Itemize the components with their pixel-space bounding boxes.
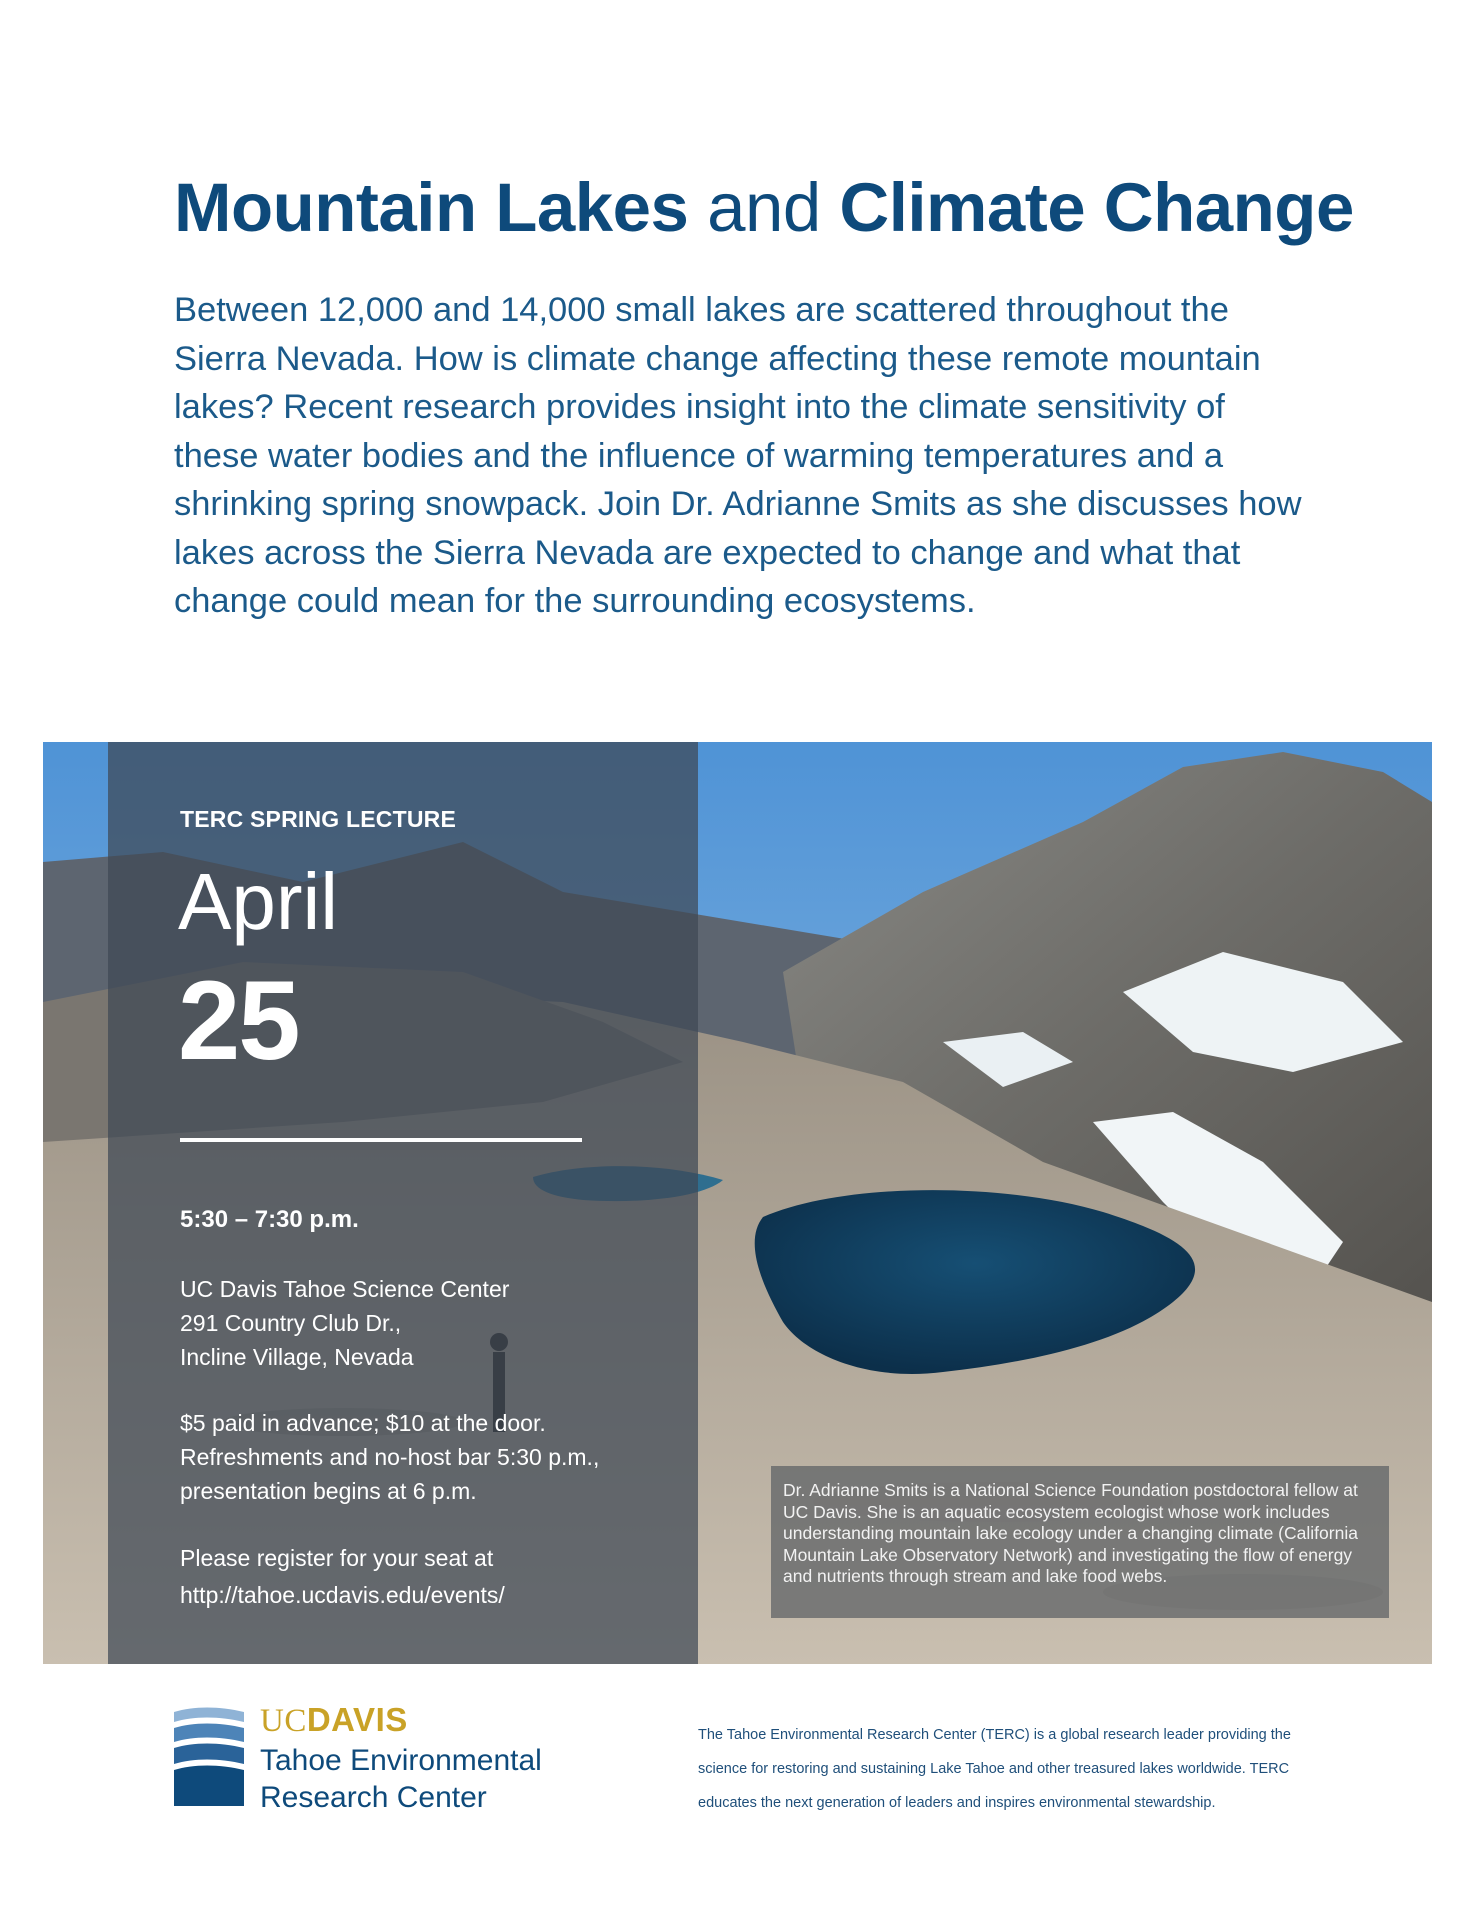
- about-line: educates the next generation of leaders and inspires environmental stewardship.: [698, 1795, 1216, 1811]
- event-details-panel: [108, 742, 698, 1664]
- event-register: [180, 1540, 505, 1614]
- uc-text: UC: [260, 1703, 307, 1739]
- org-name-line: Tahoe Environmental: [260, 1744, 542, 1777]
- title-part-1: Mountain Lakes: [174, 169, 689, 246]
- divider: [180, 1138, 582, 1142]
- address-line: UC Davis Tahoe Science Center: [180, 1276, 510, 1302]
- event-address: [180, 1272, 509, 1374]
- about-terc: [698, 1718, 1418, 1820]
- davis-text: DAVIS: [306, 1701, 408, 1738]
- event-cost: [180, 1406, 599, 1508]
- org-name: [260, 1742, 542, 1816]
- event-time: 5:30 – 7:30 p.m.: [180, 1206, 359, 1233]
- event-series-label: TERC SPRING LECTURE: [180, 806, 456, 832]
- terc-waves-logo-icon: [174, 1706, 244, 1806]
- about-line: The Tahoe Environmental Research Center (TERC) is a global research leader providing the: [698, 1727, 1291, 1743]
- page-title: [174, 168, 1374, 248]
- event-banner: [43, 742, 1432, 1664]
- event-month: April: [178, 857, 339, 946]
- address-line: 291 Country Club Dr.,: [180, 1310, 402, 1336]
- speaker-bio: Dr. Adrianne Smits is a National Science Foundation postdoctoral fellow at UC Davis. She is an aquatic ecosystem ecologist whose work includes understanding mountain lake ecology under a changing climate (California Mountain Lake Observatory Network) and investigating the flow of energy and nutrients through stream and lake food webs.: [783, 1480, 1358, 1586]
- intro-paragraph: Between 12,000 and 14,000 small lakes are scattered throughout the Sierra Nevada. How is climate change affecting these remote mountain lakes? Recent research provides insight into the climate sensitivity of these water bodies and the influence of warming temperatures and a shrinking spring snowpack. Join Dr. Adrianne Smits as she discusses how lakes across the Sierra Nevada are expected to change and what that change could mean for the surrounding ecosystems.: [174, 291, 1302, 620]
- title-part-2: and: [707, 169, 821, 246]
- address-line: Incline Village, Nevada: [180, 1344, 414, 1370]
- cost-line: $5 paid in advance; $10 at the door.: [180, 1410, 546, 1436]
- title-part-3: Climate Change: [839, 169, 1354, 246]
- register-link[interactable]: http://tahoe.ucdavis.edu/events/: [180, 1582, 505, 1608]
- cost-line: Refreshments and no-host bar 5:30 p.m.,: [180, 1444, 600, 1470]
- org-name-line: Research Center: [260, 1781, 487, 1814]
- cost-line: presentation begins at 6 p.m.: [180, 1478, 477, 1504]
- ucdavis-wordmark: [260, 1701, 408, 1740]
- event-day: 25: [178, 958, 299, 1083]
- register-text: Please register for your seat at: [180, 1545, 494, 1571]
- speaker-bio-box: [771, 1466, 1389, 1618]
- about-line: science for restoring and sustaining Lake Tahoe and other treasured lakes worldwide. TERC: [698, 1761, 1290, 1777]
